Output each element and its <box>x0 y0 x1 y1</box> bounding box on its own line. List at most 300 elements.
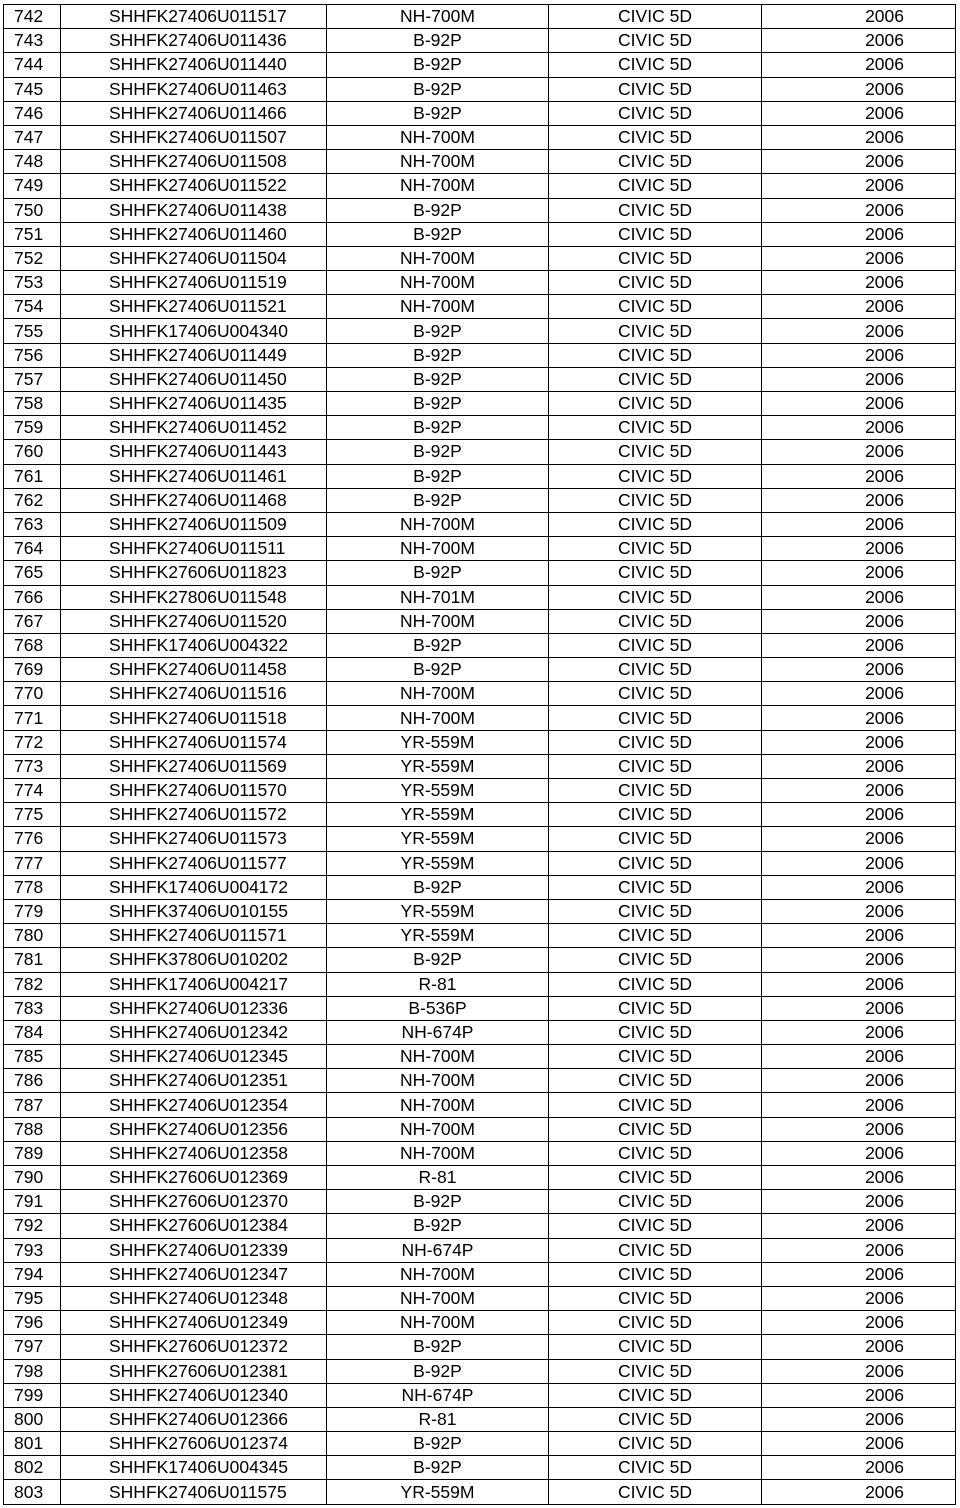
vin-cell: SHHFK27406U011572 <box>61 803 327 827</box>
row-number-cell: 773 <box>4 754 61 778</box>
row-number-cell: 801 <box>4 1432 61 1456</box>
color-code-cell: YR-559M <box>327 754 549 778</box>
vin-cell: SHHFK27406U012345 <box>61 1045 327 1069</box>
model-cell: CIVIC 5D <box>549 609 762 633</box>
row-number-cell: 743 <box>4 29 61 53</box>
row-number-cell: 780 <box>4 924 61 948</box>
row-number-cell: 785 <box>4 1045 61 1069</box>
model-cell: CIVIC 5D <box>549 464 762 488</box>
table-row <box>4 77 956 101</box>
model-cell: CIVIC 5D <box>549 899 762 923</box>
vin-cell: SHHFK27806U011548 <box>61 585 327 609</box>
vin-cell: SHHFK27406U012354 <box>61 1093 327 1117</box>
year-cell: 2006 <box>762 464 956 488</box>
year-cell: 2006 <box>762 53 956 77</box>
row-number-cell: 793 <box>4 1238 61 1262</box>
year-cell: 2006 <box>762 440 956 464</box>
model-cell: CIVIC 5D <box>549 1093 762 1117</box>
vin-cell: SHHFK27406U011460 <box>61 222 327 246</box>
year-cell: 2006 <box>762 198 956 222</box>
color-code-cell: YR-559M <box>327 1480 549 1504</box>
color-code-cell: B-92P <box>327 440 549 464</box>
table-row <box>4 246 956 270</box>
vin-cell: SHHFK27406U011521 <box>61 295 327 319</box>
color-code-cell: NH-700M <box>327 682 549 706</box>
model-cell: CIVIC 5D <box>549 875 762 899</box>
row-number-cell: 800 <box>4 1407 61 1431</box>
table-row <box>4 319 956 343</box>
year-cell: 2006 <box>762 1335 956 1359</box>
vin-cell: SHHFK27406U011509 <box>61 512 327 536</box>
color-code-cell: B-92P <box>327 101 549 125</box>
year-cell: 2006 <box>762 271 956 295</box>
year-cell: 2006 <box>762 101 956 125</box>
color-code-cell: NH-700M <box>327 1286 549 1310</box>
vin-cell: SHHFK27406U011458 <box>61 658 327 682</box>
table-row <box>4 1432 956 1456</box>
vin-cell: SHHFK27406U012356 <box>61 1117 327 1141</box>
row-number-cell: 764 <box>4 537 61 561</box>
model-cell: CIVIC 5D <box>549 319 762 343</box>
table-row <box>4 1166 956 1190</box>
color-code-cell: B-92P <box>327 875 549 899</box>
year-cell: 2006 <box>762 1238 956 1262</box>
model-cell: CIVIC 5D <box>549 367 762 391</box>
year-cell: 2006 <box>762 972 956 996</box>
year-cell: 2006 <box>762 1214 956 1238</box>
row-number-cell: 787 <box>4 1093 61 1117</box>
vin-cell: SHHFK27406U012358 <box>61 1141 327 1165</box>
row-number-cell: 788 <box>4 1117 61 1141</box>
vehicle-table-body <box>4 5 956 1505</box>
table-row <box>4 706 956 730</box>
vin-cell: SHHFK27406U011449 <box>61 343 327 367</box>
model-cell: CIVIC 5D <box>549 779 762 803</box>
row-number-cell: 803 <box>4 1480 61 1504</box>
year-cell: 2006 <box>762 706 956 730</box>
row-number-cell: 796 <box>4 1311 61 1335</box>
color-code-cell: NH-674P <box>327 1238 549 1262</box>
row-number-cell: 794 <box>4 1262 61 1286</box>
year-cell: 2006 <box>762 392 956 416</box>
model-cell: CIVIC 5D <box>549 1262 762 1286</box>
year-cell: 2006 <box>762 1020 956 1044</box>
color-code-cell: NH-674P <box>327 1383 549 1407</box>
color-code-cell: B-92P <box>327 198 549 222</box>
table-row <box>4 948 956 972</box>
table-row <box>4 1214 956 1238</box>
table-row <box>4 1093 956 1117</box>
model-cell: CIVIC 5D <box>549 1286 762 1310</box>
table-row <box>4 827 956 851</box>
vin-cell: SHHFK27406U011468 <box>61 488 327 512</box>
vin-cell: SHHFK27406U011571 <box>61 924 327 948</box>
model-cell: CIVIC 5D <box>549 1141 762 1165</box>
row-number-cell: 760 <box>4 440 61 464</box>
model-cell: CIVIC 5D <box>549 924 762 948</box>
table-row <box>4 1141 956 1165</box>
vin-cell: SHHFK27406U012348 <box>61 1286 327 1310</box>
color-code-cell: YR-559M <box>327 730 549 754</box>
table-row <box>4 440 956 464</box>
vin-cell: SHHFK27606U012384 <box>61 1214 327 1238</box>
color-code-cell: B-92P <box>327 633 549 657</box>
table-row <box>4 271 956 295</box>
color-code-cell: NH-700M <box>327 609 549 633</box>
year-cell: 2006 <box>762 1141 956 1165</box>
model-cell: CIVIC 5D <box>549 222 762 246</box>
model-cell: CIVIC 5D <box>549 1407 762 1431</box>
table-row <box>4 1456 956 1480</box>
model-cell: CIVIC 5D <box>549 198 762 222</box>
table-row <box>4 1190 956 1214</box>
color-code-cell: B-92P <box>327 948 549 972</box>
model-cell: CIVIC 5D <box>549 29 762 53</box>
table-row <box>4 125 956 149</box>
year-cell: 2006 <box>762 174 956 198</box>
color-code-cell: R-81 <box>327 1407 549 1431</box>
row-number-cell: 778 <box>4 875 61 899</box>
table-row <box>4 464 956 488</box>
row-number-cell: 783 <box>4 996 61 1020</box>
row-number-cell: 748 <box>4 150 61 174</box>
year-cell: 2006 <box>762 246 956 270</box>
color-code-cell: B-92P <box>327 1432 549 1456</box>
model-cell: CIVIC 5D <box>549 803 762 827</box>
row-number-cell: 786 <box>4 1069 61 1093</box>
year-cell: 2006 <box>762 996 956 1020</box>
table-row <box>4 488 956 512</box>
year-cell: 2006 <box>762 77 956 101</box>
vin-cell: SHHFK27406U011452 <box>61 416 327 440</box>
year-cell: 2006 <box>762 633 956 657</box>
vin-cell: SHHFK27406U011577 <box>61 851 327 875</box>
vin-cell: SHHFK27406U011573 <box>61 827 327 851</box>
vin-cell: SHHFK27406U012366 <box>61 1407 327 1431</box>
row-number-cell: 779 <box>4 899 61 923</box>
row-number-cell: 759 <box>4 416 61 440</box>
model-cell: CIVIC 5D <box>549 633 762 657</box>
row-number-cell: 767 <box>4 609 61 633</box>
table-row <box>4 924 956 948</box>
vin-cell: SHHFK27406U011522 <box>61 174 327 198</box>
color-code-cell: YR-559M <box>327 827 549 851</box>
table-row <box>4 1311 956 1335</box>
model-cell: CIVIC 5D <box>549 561 762 585</box>
year-cell: 2006 <box>762 658 956 682</box>
year-cell: 2006 <box>762 851 956 875</box>
table-row <box>4 754 956 778</box>
row-number-cell: 781 <box>4 948 61 972</box>
row-number-cell: 784 <box>4 1020 61 1044</box>
model-cell: CIVIC 5D <box>549 754 762 778</box>
color-code-cell: B-92P <box>327 416 549 440</box>
vin-cell: SHHFK27406U011463 <box>61 77 327 101</box>
table-row <box>4 537 956 561</box>
color-code-cell: B-92P <box>327 488 549 512</box>
table-row <box>4 561 956 585</box>
vin-cell: SHHFK17406U004172 <box>61 875 327 899</box>
model-cell: CIVIC 5D <box>549 488 762 512</box>
row-number-cell: 798 <box>4 1359 61 1383</box>
model-cell: CIVIC 5D <box>549 1311 762 1335</box>
vin-cell: SHHFK27406U012351 <box>61 1069 327 1093</box>
vin-cell: SHHFK27406U012349 <box>61 1311 327 1335</box>
model-cell: CIVIC 5D <box>549 416 762 440</box>
color-code-cell: NH-700M <box>327 512 549 536</box>
model-cell: CIVIC 5D <box>549 682 762 706</box>
vin-cell: SHHFK17406U004217 <box>61 972 327 996</box>
vin-cell: SHHFK17406U004345 <box>61 1456 327 1480</box>
table-row <box>4 1262 956 1286</box>
color-code-cell: NH-700M <box>327 174 549 198</box>
color-code-cell: R-81 <box>327 1166 549 1190</box>
year-cell: 2006 <box>762 730 956 754</box>
vin-cell: SHHFK27406U011569 <box>61 754 327 778</box>
table-row <box>4 899 956 923</box>
row-number-cell: 747 <box>4 125 61 149</box>
table-row <box>4 1407 956 1431</box>
model-cell: CIVIC 5D <box>549 948 762 972</box>
table-row <box>4 730 956 754</box>
year-cell: 2006 <box>762 1262 956 1286</box>
year-cell: 2006 <box>762 1117 956 1141</box>
vin-cell: SHHFK27406U011508 <box>61 150 327 174</box>
year-cell: 2006 <box>762 1311 956 1335</box>
model-cell: CIVIC 5D <box>549 585 762 609</box>
color-code-cell: B-92P <box>327 343 549 367</box>
table-row <box>4 585 956 609</box>
year-cell: 2006 <box>762 754 956 778</box>
model-cell: CIVIC 5D <box>549 150 762 174</box>
vin-cell: SHHFK27406U011443 <box>61 440 327 464</box>
table-row <box>4 779 956 803</box>
vin-cell: SHHFK27406U011504 <box>61 246 327 270</box>
color-code-cell: NH-700M <box>327 1093 549 1117</box>
row-number-cell: 799 <box>4 1383 61 1407</box>
color-code-cell: B-536P <box>327 996 549 1020</box>
year-cell: 2006 <box>762 416 956 440</box>
year-cell: 2006 <box>762 488 956 512</box>
color-code-cell: NH-700M <box>327 1141 549 1165</box>
year-cell: 2006 <box>762 924 956 948</box>
row-number-cell: 752 <box>4 246 61 270</box>
row-number-cell: 754 <box>4 295 61 319</box>
model-cell: CIVIC 5D <box>549 101 762 125</box>
table-row <box>4 150 956 174</box>
color-code-cell: NH-700M <box>327 1311 549 1335</box>
table-row <box>4 996 956 1020</box>
model-cell: CIVIC 5D <box>549 1238 762 1262</box>
row-number-cell: 795 <box>4 1286 61 1310</box>
year-cell: 2006 <box>762 1093 956 1117</box>
model-cell: CIVIC 5D <box>549 996 762 1020</box>
vin-cell: SHHFK27406U011518 <box>61 706 327 730</box>
vin-cell: SHHFK27406U011436 <box>61 29 327 53</box>
table-row <box>4 658 956 682</box>
year-cell: 2006 <box>762 1166 956 1190</box>
vin-cell: SHHFK27406U011511 <box>61 537 327 561</box>
vin-cell: SHHFK27406U012342 <box>61 1020 327 1044</box>
color-code-cell: B-92P <box>327 464 549 488</box>
row-number-cell: 789 <box>4 1141 61 1165</box>
year-cell: 2006 <box>762 537 956 561</box>
year-cell: 2006 <box>762 1383 956 1407</box>
year-cell: 2006 <box>762 125 956 149</box>
vin-cell: SHHFK27606U012369 <box>61 1166 327 1190</box>
vin-cell: SHHFK27406U011570 <box>61 779 327 803</box>
model-cell: CIVIC 5D <box>549 77 762 101</box>
color-code-cell: NH-700M <box>327 1117 549 1141</box>
row-number-cell: 782 <box>4 972 61 996</box>
vin-cell: SHHFK17406U004322 <box>61 633 327 657</box>
model-cell: CIVIC 5D <box>549 295 762 319</box>
color-code-cell: B-92P <box>327 392 549 416</box>
model-cell: CIVIC 5D <box>549 1214 762 1238</box>
year-cell: 2006 <box>762 343 956 367</box>
model-cell: CIVIC 5D <box>549 440 762 464</box>
table-row <box>4 416 956 440</box>
color-code-cell: NH-700M <box>327 1262 549 1286</box>
color-code-cell: R-81 <box>327 972 549 996</box>
year-cell: 2006 <box>762 367 956 391</box>
table-row <box>4 851 956 875</box>
color-code-cell: NH-700M <box>327 150 549 174</box>
model-cell: CIVIC 5D <box>549 706 762 730</box>
color-code-cell: B-92P <box>327 319 549 343</box>
year-cell: 2006 <box>762 1190 956 1214</box>
vin-cell: SHHFK27406U011516 <box>61 682 327 706</box>
table-row <box>4 295 956 319</box>
row-number-cell: 791 <box>4 1190 61 1214</box>
row-number-cell: 762 <box>4 488 61 512</box>
color-code-cell: NH-700M <box>327 246 549 270</box>
year-cell: 2006 <box>762 1045 956 1069</box>
color-code-cell: B-92P <box>327 1456 549 1480</box>
color-code-cell: YR-559M <box>327 803 549 827</box>
model-cell: CIVIC 5D <box>549 1456 762 1480</box>
table-row <box>4 1480 956 1504</box>
row-number-cell: 768 <box>4 633 61 657</box>
model-cell: CIVIC 5D <box>549 1045 762 1069</box>
model-cell: CIVIC 5D <box>549 1432 762 1456</box>
model-cell: CIVIC 5D <box>549 1359 762 1383</box>
color-code-cell: NH-700M <box>327 1045 549 1069</box>
year-cell: 2006 <box>762 1456 956 1480</box>
table-row <box>4 609 956 633</box>
row-number-cell: 750 <box>4 198 61 222</box>
year-cell: 2006 <box>762 682 956 706</box>
color-code-cell: NH-700M <box>327 5 549 29</box>
color-code-cell: B-92P <box>327 658 549 682</box>
year-cell: 2006 <box>762 1359 956 1383</box>
table-row <box>4 101 956 125</box>
row-number-cell: 772 <box>4 730 61 754</box>
row-number-cell: 771 <box>4 706 61 730</box>
row-number-cell: 757 <box>4 367 61 391</box>
model-cell: CIVIC 5D <box>549 1020 762 1044</box>
row-number-cell: 765 <box>4 561 61 585</box>
row-number-cell: 766 <box>4 585 61 609</box>
year-cell: 2006 <box>762 29 956 53</box>
table-row <box>4 29 956 53</box>
color-code-cell: B-92P <box>327 29 549 53</box>
table-row <box>4 1069 956 1093</box>
model-cell: CIVIC 5D <box>549 343 762 367</box>
table-row <box>4 198 956 222</box>
row-number-cell: 749 <box>4 174 61 198</box>
vin-cell: SHHFK27406U011575 <box>61 1480 327 1504</box>
year-cell: 2006 <box>762 1407 956 1431</box>
color-code-cell: NH-700M <box>327 706 549 730</box>
table-row <box>4 222 956 246</box>
vin-cell: SHHFK27406U011574 <box>61 730 327 754</box>
vin-cell: SHHFK27606U012381 <box>61 1359 327 1383</box>
model-cell: CIVIC 5D <box>549 1166 762 1190</box>
color-code-cell: B-92P <box>327 1359 549 1383</box>
row-number-cell: 777 <box>4 851 61 875</box>
table-row <box>4 1383 956 1407</box>
table-row <box>4 803 956 827</box>
table-row <box>4 1117 956 1141</box>
table-row <box>4 1359 956 1383</box>
color-code-cell: B-92P <box>327 1190 549 1214</box>
color-code-cell: YR-559M <box>327 851 549 875</box>
table-row <box>4 682 956 706</box>
color-code-cell: B-92P <box>327 77 549 101</box>
vin-cell: SHHFK27406U012336 <box>61 996 327 1020</box>
row-number-cell: 751 <box>4 222 61 246</box>
color-code-cell: YR-559M <box>327 779 549 803</box>
table-row <box>4 972 956 996</box>
vin-cell: SHHFK27606U012374 <box>61 1432 327 1456</box>
table-row <box>4 5 956 29</box>
vin-cell: SHHFK27406U011440 <box>61 53 327 77</box>
model-cell: CIVIC 5D <box>549 730 762 754</box>
vin-cell: SHHFK27406U011450 <box>61 367 327 391</box>
vin-cell: SHHFK17406U004340 <box>61 319 327 343</box>
year-cell: 2006 <box>762 803 956 827</box>
model-cell: CIVIC 5D <box>549 174 762 198</box>
model-cell: CIVIC 5D <box>549 658 762 682</box>
row-number-cell: 797 <box>4 1335 61 1359</box>
vin-cell: SHHFK27406U012339 <box>61 1238 327 1262</box>
table-row <box>4 53 956 77</box>
year-cell: 2006 <box>762 875 956 899</box>
vin-cell: SHHFK27406U011519 <box>61 271 327 295</box>
model-cell: CIVIC 5D <box>549 392 762 416</box>
model-cell: CIVIC 5D <box>549 125 762 149</box>
row-number-cell: 756 <box>4 343 61 367</box>
color-code-cell: NH-700M <box>327 1069 549 1093</box>
year-cell: 2006 <box>762 609 956 633</box>
row-number-cell: 761 <box>4 464 61 488</box>
table-row <box>4 1238 956 1262</box>
vin-cell: SHHFK27606U011823 <box>61 561 327 585</box>
color-code-cell: NH-700M <box>327 271 549 295</box>
year-cell: 2006 <box>762 319 956 343</box>
color-code-cell: YR-559M <box>327 899 549 923</box>
year-cell: 2006 <box>762 1069 956 1093</box>
model-cell: CIVIC 5D <box>549 827 762 851</box>
model-cell: CIVIC 5D <box>549 1335 762 1359</box>
table-row <box>4 1335 956 1359</box>
model-cell: CIVIC 5D <box>549 512 762 536</box>
year-cell: 2006 <box>762 1286 956 1310</box>
row-number-cell: 745 <box>4 77 61 101</box>
year-cell: 2006 <box>762 827 956 851</box>
color-code-cell: NH-700M <box>327 295 549 319</box>
